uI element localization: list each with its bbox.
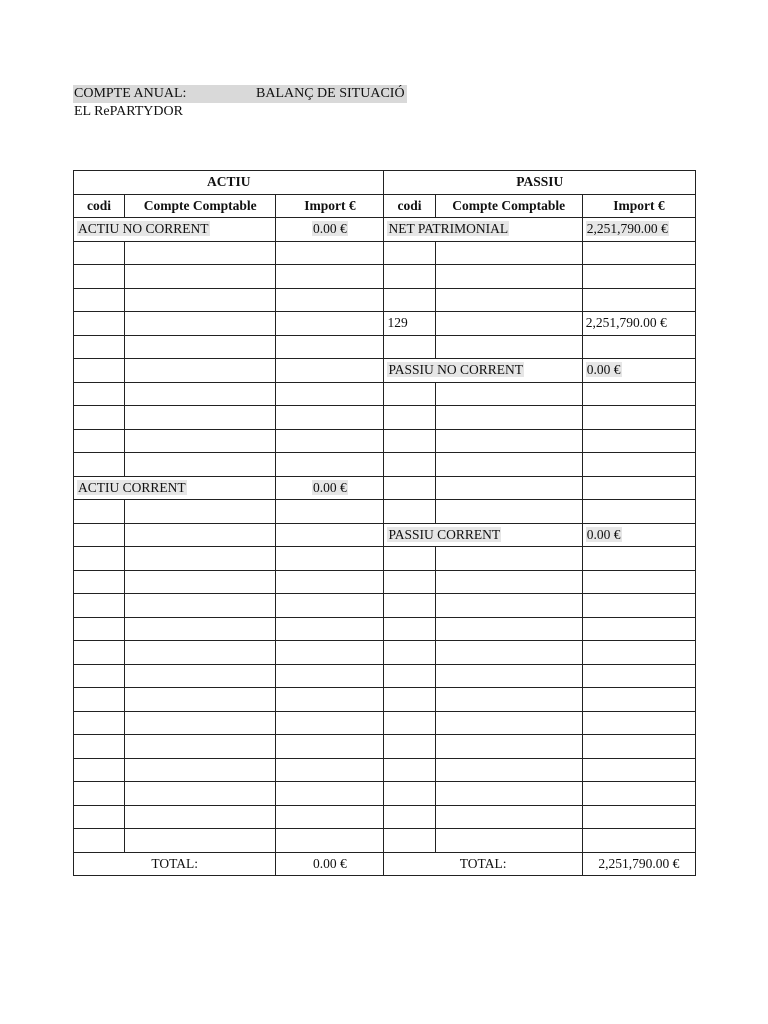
table-row <box>74 453 696 477</box>
cell <box>125 829 276 853</box>
table-row <box>74 711 696 735</box>
cell <box>74 570 125 594</box>
cell <box>384 429 435 453</box>
cell <box>125 382 276 406</box>
cell <box>276 594 384 618</box>
cell <box>74 594 125 618</box>
table-row <box>74 641 696 665</box>
cell <box>125 570 276 594</box>
cell <box>276 288 384 312</box>
total-label-actiu: TOTAL: <box>74 852 276 876</box>
table-row <box>74 265 696 289</box>
actiu-corrent-amount: 0.00 € <box>313 479 347 495</box>
cell <box>435 688 582 712</box>
cell <box>74 829 125 853</box>
cell <box>125 335 276 359</box>
cell <box>582 688 695 712</box>
cell <box>276 805 384 829</box>
actiu-no-corrent-amount: 0.00 € <box>313 221 347 237</box>
cell <box>74 711 125 735</box>
cell <box>125 711 276 735</box>
cell <box>276 406 384 430</box>
cell <box>125 359 276 383</box>
cell <box>582 406 695 430</box>
cell <box>276 335 384 359</box>
table-row <box>74 782 696 806</box>
table-row <box>74 218 696 242</box>
cell <box>125 758 276 782</box>
cell <box>435 312 582 336</box>
passiu-no-corrent-cell <box>384 359 582 383</box>
cell <box>276 523 384 547</box>
cell <box>384 547 435 571</box>
cell <box>125 429 276 453</box>
col-header-compte-left: Compte Comptable <box>125 194 276 218</box>
cell <box>435 429 582 453</box>
cell <box>384 829 435 853</box>
cell <box>582 547 695 571</box>
passiu-corrent-amount-cell <box>582 523 695 547</box>
cell <box>435 782 582 806</box>
cell <box>384 265 435 289</box>
cell <box>582 241 695 265</box>
table-row <box>74 688 696 712</box>
total-passiu-amount: 2,251,790.00 € <box>582 852 695 876</box>
net-patrimonial-label: NET PATRIMONIAL <box>388 221 509 237</box>
cell <box>74 406 125 430</box>
cell <box>74 547 125 571</box>
cell <box>74 617 125 641</box>
cell <box>582 782 695 806</box>
cell <box>384 711 435 735</box>
col-header-codi-right: codi <box>384 194 435 218</box>
cell <box>384 782 435 806</box>
cell <box>384 617 435 641</box>
cell <box>582 288 695 312</box>
cell <box>435 758 582 782</box>
cell <box>582 429 695 453</box>
cell <box>582 758 695 782</box>
cell <box>384 570 435 594</box>
cell <box>125 641 276 665</box>
cell <box>435 805 582 829</box>
cell <box>74 241 125 265</box>
cell <box>384 805 435 829</box>
cell <box>582 711 695 735</box>
cell <box>276 570 384 594</box>
actiu-title: ACTIU <box>74 171 384 195</box>
cell <box>435 829 582 853</box>
cell <box>74 265 125 289</box>
actiu-no-corrent-label: ACTIU NO CORRENT <box>78 221 209 237</box>
col-header-compte-right: Compte Comptable <box>435 194 582 218</box>
cell <box>435 641 582 665</box>
table-row <box>74 547 696 571</box>
cell <box>125 265 276 289</box>
cell <box>384 735 435 759</box>
cell <box>384 288 435 312</box>
table-row <box>74 335 696 359</box>
cell <box>384 335 435 359</box>
cell <box>435 617 582 641</box>
cell <box>582 382 695 406</box>
table-row <box>74 288 696 312</box>
cell <box>276 758 384 782</box>
cell <box>276 312 384 336</box>
cell <box>125 523 276 547</box>
cell <box>582 500 695 524</box>
actiu-corrent-cell <box>74 476 276 500</box>
cell <box>582 476 695 500</box>
cell <box>125 664 276 688</box>
cell <box>582 805 695 829</box>
cell <box>74 382 125 406</box>
cell <box>74 523 125 547</box>
cell <box>125 805 276 829</box>
table-row <box>74 594 696 618</box>
cell <box>125 288 276 312</box>
cell <box>125 547 276 571</box>
table-row <box>74 312 696 336</box>
table-row <box>74 241 696 265</box>
passiu-corrent-amount: 0.00 € <box>586 526 621 542</box>
passiu-no-corrent-label: PASSIU NO CORRENT <box>388 362 524 378</box>
table-row <box>74 429 696 453</box>
cell <box>276 359 384 383</box>
actiu-corrent-label: ACTIU CORRENT <box>78 479 186 495</box>
table-row <box>74 476 696 500</box>
cell <box>74 782 125 806</box>
cell <box>384 641 435 665</box>
table-row <box>74 664 696 688</box>
actiu-no-corrent-amount-cell <box>276 218 384 242</box>
cell <box>384 500 435 524</box>
table-row <box>74 735 696 759</box>
cell <box>276 547 384 571</box>
cell <box>125 241 276 265</box>
cell <box>435 406 582 430</box>
cell <box>384 382 435 406</box>
cell <box>276 241 384 265</box>
net-patrimonial-cell <box>384 218 582 242</box>
table-row <box>74 829 696 853</box>
statement-title: BALANÇ DE SITUACIÓ <box>256 86 405 101</box>
cell <box>276 617 384 641</box>
header-title-line <box>73 85 407 103</box>
cell <box>276 664 384 688</box>
cell <box>384 476 435 500</box>
cell <box>384 453 435 477</box>
cell <box>435 476 582 500</box>
passiu-no-corrent-amount-cell <box>582 359 695 383</box>
cell <box>582 641 695 665</box>
cell <box>384 406 435 430</box>
cell <box>582 735 695 759</box>
col-header-import-right: Import € <box>582 194 695 218</box>
cell <box>435 265 582 289</box>
table-row <box>74 500 696 524</box>
cell <box>435 547 582 571</box>
annual-account-label: COMPTE ANUAL: <box>73 85 256 103</box>
cell <box>74 758 125 782</box>
actiu-corrent-amount-cell <box>276 476 384 500</box>
account-code-129: 129 <box>384 312 435 336</box>
cell <box>125 312 276 336</box>
cell <box>74 805 125 829</box>
table-row <box>74 617 696 641</box>
cell <box>582 453 695 477</box>
entity-name: EL RePARTYDOR <box>74 104 183 119</box>
col-header-import-left: Import € <box>276 194 384 218</box>
cell <box>276 711 384 735</box>
cell <box>74 688 125 712</box>
cell <box>435 664 582 688</box>
cell <box>125 594 276 618</box>
total-label-passiu: TOTAL: <box>384 852 582 876</box>
column-header-row <box>74 194 696 218</box>
cell <box>276 453 384 477</box>
cell <box>125 735 276 759</box>
cell <box>74 664 125 688</box>
cell <box>435 335 582 359</box>
account-129-amount: 2,251,790.00 € <box>582 312 695 336</box>
cell <box>582 570 695 594</box>
cell <box>74 735 125 759</box>
cell <box>582 829 695 853</box>
cell <box>276 500 384 524</box>
total-actiu-amount: 0.00 € <box>276 852 384 876</box>
cell <box>276 688 384 712</box>
cell <box>125 406 276 430</box>
table-row <box>74 406 696 430</box>
table-row <box>74 359 696 383</box>
cell <box>384 594 435 618</box>
cell <box>435 382 582 406</box>
net-patrimonial-amount-cell <box>582 218 695 242</box>
cell <box>435 594 582 618</box>
cell <box>125 782 276 806</box>
cell <box>582 664 695 688</box>
cell <box>74 288 125 312</box>
cell <box>435 453 582 477</box>
cell <box>74 453 125 477</box>
cell <box>125 617 276 641</box>
cell <box>435 288 582 312</box>
balance-sheet-table <box>73 170 696 876</box>
document-header <box>73 85 407 121</box>
cell <box>74 359 125 383</box>
cell <box>384 758 435 782</box>
passiu-corrent-label: PASSIU CORRENT <box>388 526 501 542</box>
net-patrimonial-amount: 2,251,790.00 € <box>586 221 668 237</box>
cell <box>125 688 276 712</box>
cell <box>276 782 384 806</box>
passiu-corrent-cell <box>384 523 582 547</box>
cell <box>384 664 435 688</box>
cell <box>74 429 125 453</box>
total-row <box>74 852 696 876</box>
passiu-no-corrent-amount: 0.00 € <box>586 362 621 378</box>
cell <box>276 429 384 453</box>
cell <box>125 500 276 524</box>
cell <box>435 735 582 759</box>
cell <box>582 617 695 641</box>
actiu-no-corrent-cell <box>74 218 276 242</box>
table-row <box>74 382 696 406</box>
cell <box>276 641 384 665</box>
cell <box>74 500 125 524</box>
table-row <box>74 758 696 782</box>
section-header-row <box>74 171 696 195</box>
cell <box>435 241 582 265</box>
cell <box>276 382 384 406</box>
cell <box>74 312 125 336</box>
cell <box>435 500 582 524</box>
cell <box>582 335 695 359</box>
col-header-codi-left: codi <box>74 194 125 218</box>
cell <box>276 829 384 853</box>
cell <box>74 335 125 359</box>
cell <box>384 688 435 712</box>
cell <box>582 594 695 618</box>
cell <box>435 711 582 735</box>
table-row <box>74 523 696 547</box>
cell <box>276 265 384 289</box>
cell <box>74 641 125 665</box>
table-row <box>74 805 696 829</box>
cell <box>435 570 582 594</box>
cell <box>125 453 276 477</box>
passiu-title: PASSIU <box>384 171 696 195</box>
cell <box>582 265 695 289</box>
cell <box>384 241 435 265</box>
table-row <box>74 570 696 594</box>
cell <box>276 735 384 759</box>
